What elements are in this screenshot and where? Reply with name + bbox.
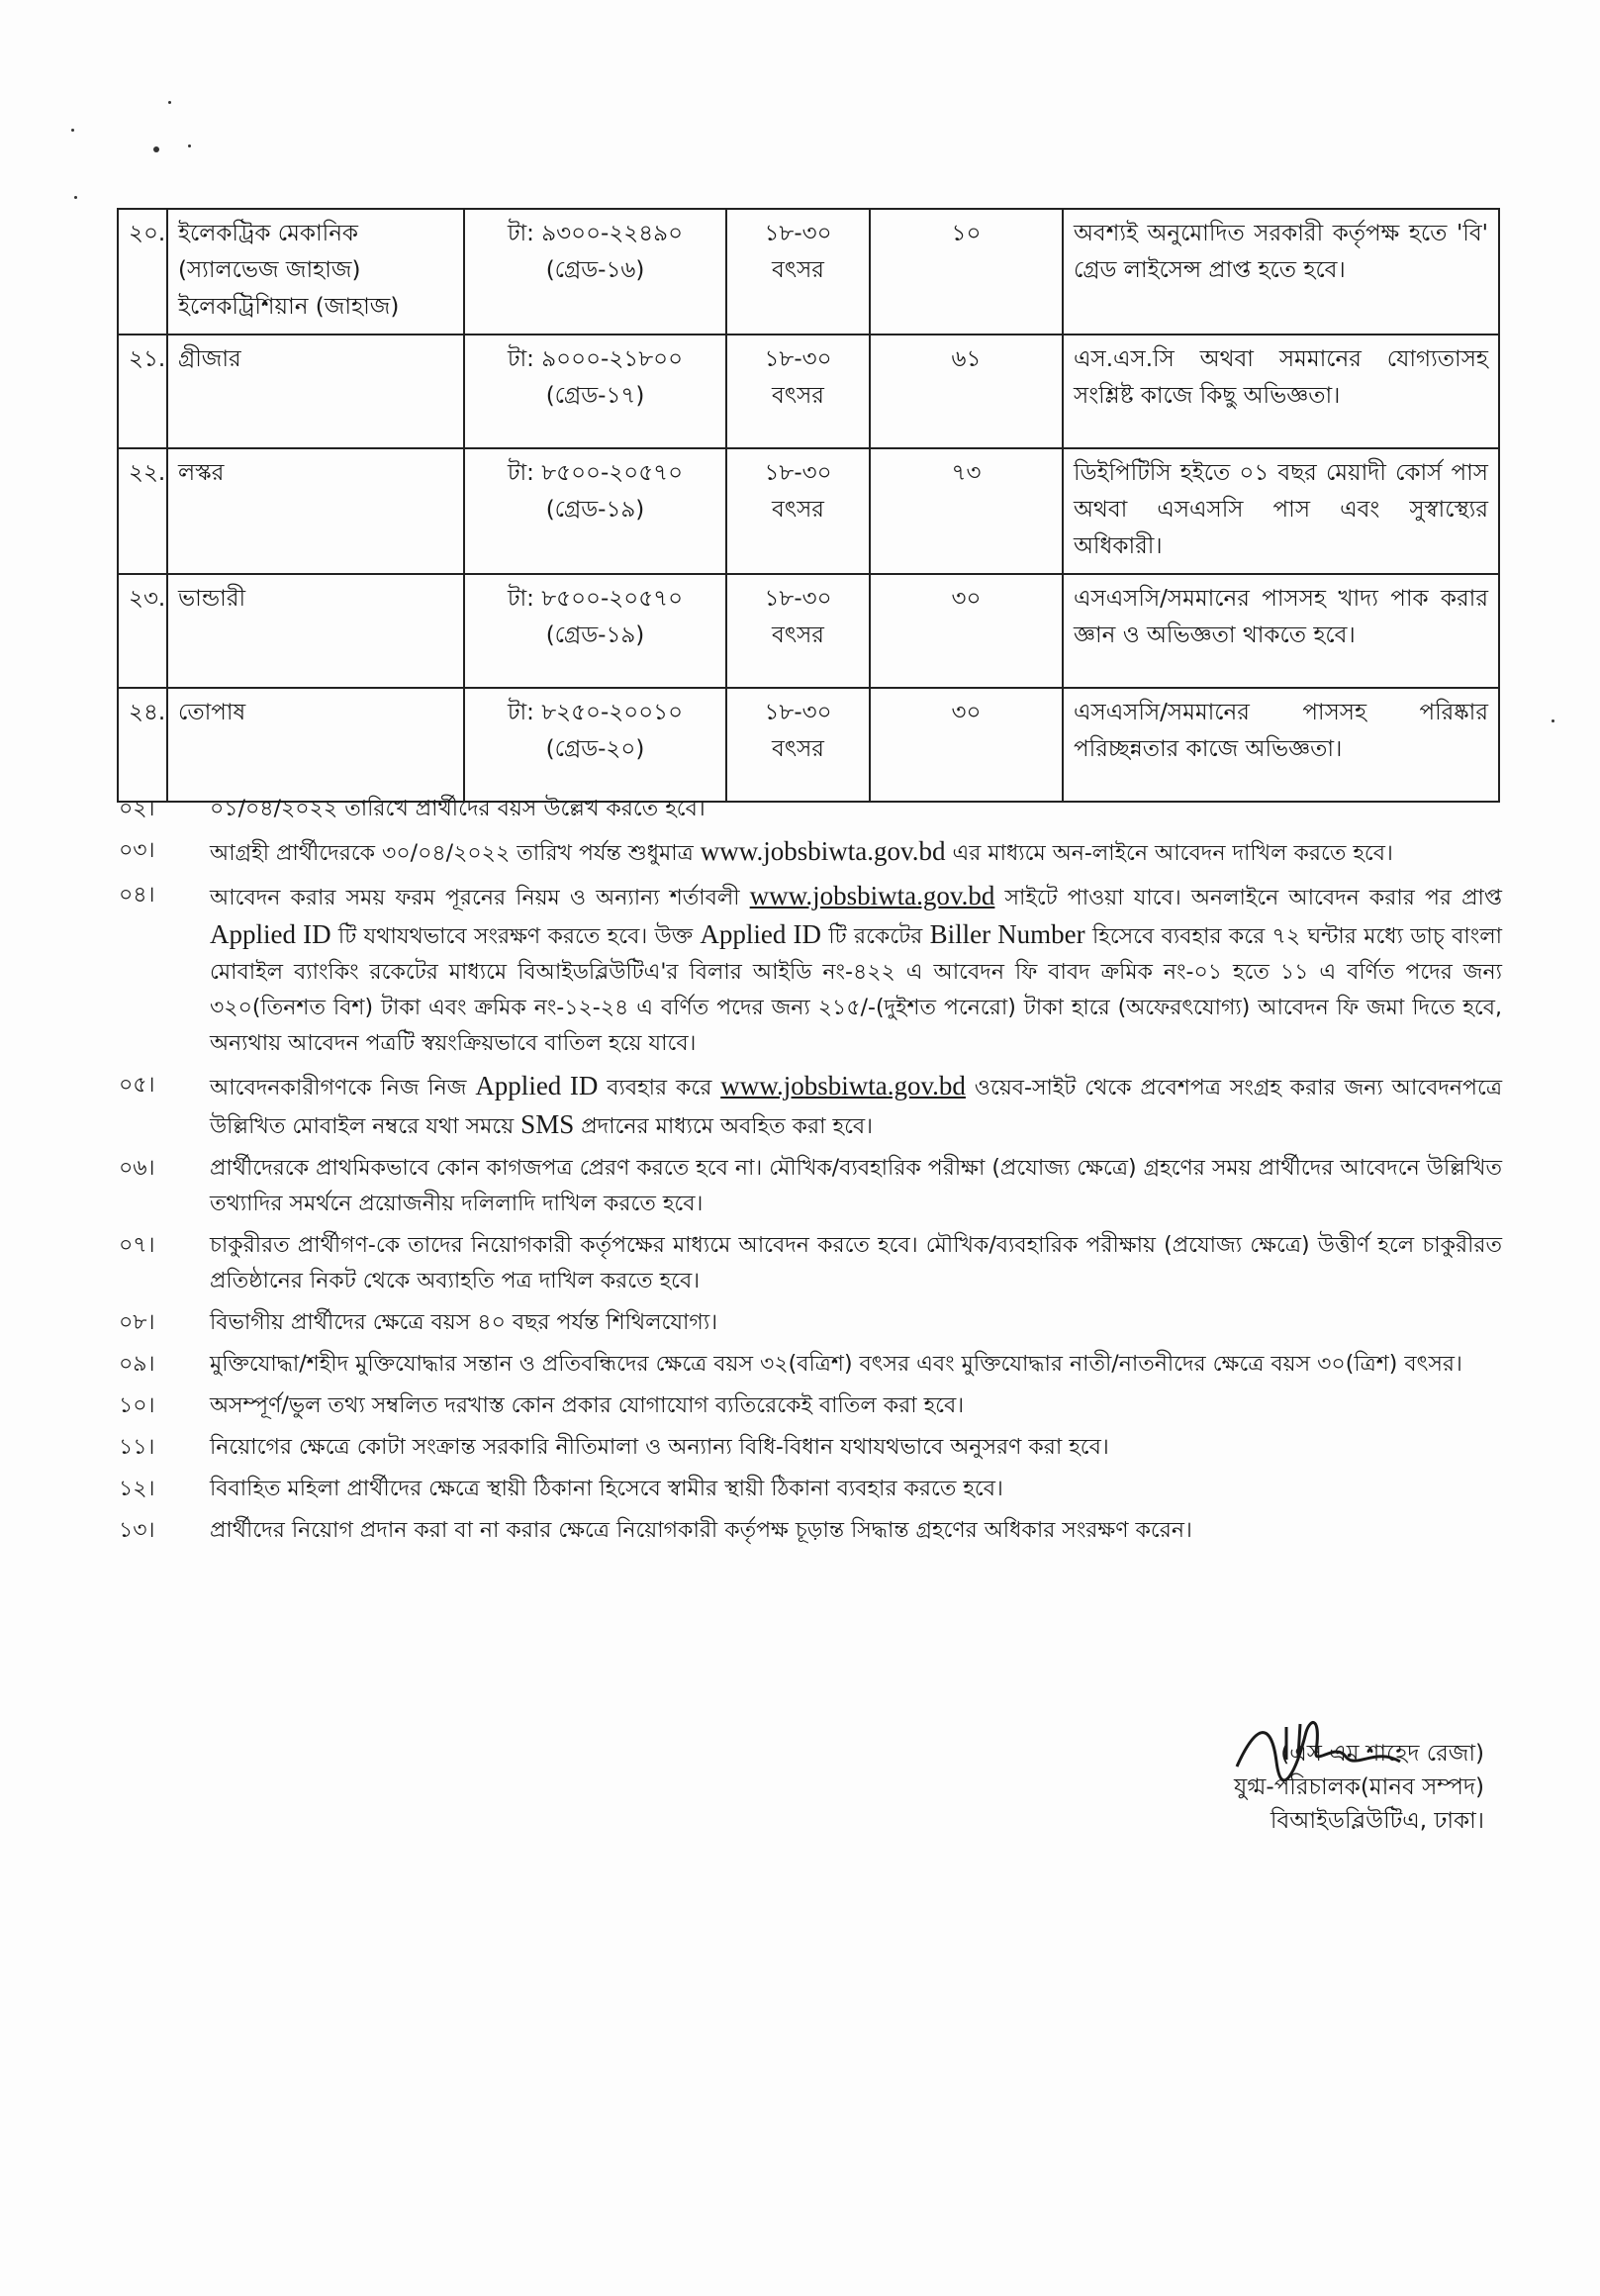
age-limit-cell: [726, 448, 870, 574]
name-line: লস্কর: [178, 460, 225, 486]
pay-line: (গ্রেড-২০): [545, 736, 645, 762]
note-item: [117, 1472, 1502, 1507]
note-item: [117, 1513, 1502, 1549]
table-row: [118, 574, 1499, 688]
note-text: নিয়োগের ক্ষেত্রে কোটা সংক্রান্ত সরকারি নীতিমালা ও অন্যান্য বিধি-বিধান যথাযথভাবে অনুসরণ করা হবে।: [210, 1435, 1109, 1460]
scan-speck: [168, 101, 171, 104]
note-item: [117, 792, 1502, 827]
note-text: বিভাগীয় প্রার্থীদের ক্ষেত্রে বয়স ৪০ বছর পর্যন্ত শিথিলযোগ্য।: [210, 1310, 718, 1335]
age-line: বৎসর: [772, 257, 824, 283]
age-limit-cell: [726, 688, 870, 802]
note-text: প্রার্থীদেরকে প্রাথমিকভাবে কোন কাগজপত্র প্রেরণ করতে হবে না। মৌখিক/ব্যবহারিক পরীক্ষা (প্রযোজ্য ক্ষেত্রে) গ্রহণের সময় প্রার্থীদের আবেদনে উল্লিখিত তথ্যাদির সমর্থনে প্রয়োজনীয় দলিলাদি দাখিল করতে হবে।: [210, 1156, 1503, 1216]
post-count-cell: ৭৩: [870, 448, 1063, 574]
signatory-name: (এস এম শাহেদ রেজা): [1280, 1741, 1484, 1767]
table-row: [118, 688, 1499, 802]
scan-speck: [153, 146, 159, 152]
website-link[interactable]: www.jobsbiwta.gov.bd: [749, 881, 995, 910]
requirement-cell: এস.এস.সি অথবা সমমানের যোগ্যতাসহ সংশ্লিষ্ট কাজে কিছু অভিজ্ঞতা।: [1063, 335, 1499, 448]
table-row: [118, 335, 1499, 448]
note-number: ০৫।: [119, 1073, 155, 1098]
name-line: ইলেকট্রিক মেকানিক: [178, 221, 359, 246]
age-line: ১৮-৩০: [764, 346, 832, 372]
pay-scale-cell: [464, 448, 726, 574]
scan-speck: [71, 129, 74, 132]
serial-cell: ২০.: [118, 209, 167, 335]
note-text: [210, 833, 1502, 872]
website-link[interactable]: www.jobsbiwta.gov.bd: [700, 836, 946, 866]
signatory-designation: যুগ্ম-পরিচালক(মানব সম্পদ): [1234, 1774, 1484, 1800]
name-line: ভান্ডারী: [178, 586, 246, 612]
note-text: [210, 1068, 1502, 1145]
note-number: ০৯।: [119, 1352, 155, 1377]
note-text: অসম্পূর্ণ/ভুল তথ্য সম্বলিত দরখাস্ত কোন প্রকার যোগাযোগ ব্যতিরেকেই বাতিল করা হবে।: [210, 1393, 965, 1418]
note-text: [210, 878, 1502, 1062]
note-number: ০৬।: [119, 1156, 155, 1181]
note-text-part: এর মাধ্যমে অন-লাইনে আবেদন দাখিল করতে হবে।: [945, 841, 1393, 866]
post-name-cell: [167, 335, 464, 448]
name-line: গ্রীজার: [178, 346, 241, 372]
note-item: [117, 1228, 1502, 1299]
note-number: ১২।: [119, 1477, 155, 1501]
age-line: বৎসর: [772, 736, 824, 762]
note-text-part: টি রকেটের: [821, 924, 930, 949]
note-number: ১০।: [119, 1393, 155, 1418]
notes-list: [117, 792, 1502, 1555]
pay-line: (গ্রেড-১৯): [545, 622, 645, 648]
post-table: [117, 208, 1500, 803]
scan-speck: [188, 144, 191, 147]
requirement-cell: এসএসসি/সমমানের পাসসহ পরিষ্কার পরিচ্ছন্নতার কাজে অভিজ্ঞতা।: [1063, 688, 1499, 802]
post-name-cell: [167, 448, 464, 574]
note-number: ০৭।: [119, 1233, 155, 1258]
signatory-office: বিআইডব্লিউটিএ, ঢাকা।: [1270, 1808, 1484, 1834]
note-text-part: সাইটে পাওয়া যাবে। অনলাইনে আবেদন করার পর প্রাপ্ত: [994, 886, 1502, 910]
signature-block: [1148, 1737, 1484, 1838]
post-name-cell: [167, 688, 464, 802]
note-text-part: ব্যবহার করে: [598, 1076, 721, 1100]
note-text-part: ওয়েব-সাইট থেকে প্রবেশপত্র সংগ্রহ করার জন্য আবেদনপত্রে উল্লিখিত মোবাইল নম্বরে যথা সময়ে: [210, 1076, 1502, 1139]
note-number: ০৮।: [119, 1310, 155, 1335]
pay-scale-cell: [464, 335, 726, 448]
table-row: [118, 448, 1499, 574]
note-text-part: হিসেবে ব্যবহার করে ৭২ ঘন্টার মধ্যে ডাচ্ বাংলা মোবাইল ব্যাংকিং রকেটের মাধ্যমে বিআইডব্লিউটিএ'র বিলার আইডি নং-৪২২ এ আবেদন ফি বাবদ ক্রমিক নং-০১ হতে ১১ এ বর্ণিত পদের জন্য ৩২০(তিনশত বিশ) টাকা এবং ক্রমিক নং-১২-২৪ এ বর্ণিত পদের জন্য ২১৫/-(দুইশত পনেরো) টাকা হারে (অফেরৎযোগ্য) আবেদন ফি জমা দিতে হবে, অন্যথায় আবেদন পত্রটি স্বয়ংক্রিয়ভাবে বাতিল হয়ে যাবে।: [210, 924, 1502, 1056]
post-name-cell: [167, 209, 464, 335]
age-line: ১৮-৩০: [764, 460, 832, 486]
serial-cell: ২১.: [118, 335, 167, 448]
pay-line: টা: ৯০০০-২১৮০০: [507, 346, 684, 372]
note-text-part: প্রদানের মাধ্যমে অবহিত করা হবে।: [574, 1114, 874, 1139]
applied-id-term: Applied ID: [700, 919, 821, 949]
age-limit-cell: [726, 574, 870, 688]
note-text: প্রার্থীদের নিয়োগ প্রদান করা বা না করার ক্ষেত্রে নিয়োগকারী কর্তৃপক্ষ চূড়ান্ত সিদ্ধান্ত গ্রহণের অধিকার সংরক্ষণ করেন।: [210, 1518, 1192, 1543]
note-text: ০১/০৪/২০২২ তারিখে প্রার্থীদের বয়স উল্লেখ করতে হবে।: [210, 797, 706, 821]
scan-speck: [1552, 719, 1554, 722]
serial-cell: ২৩.: [118, 574, 167, 688]
age-line: বৎসর: [772, 497, 824, 523]
note-item: [117, 1347, 1502, 1383]
serial-cell: ২৪.: [118, 688, 167, 802]
note-item: [117, 878, 1502, 1062]
pay-line: টা: ৮৫০০-২০৫৭০: [507, 586, 684, 612]
website-link[interactable]: www.jobsbiwta.gov.bd: [720, 1071, 966, 1100]
name-line: (স্যালভেজ জাহাজ): [178, 257, 361, 283]
note-text-part: আগ্রহী প্রার্থীদেরকে ৩০/০৪/২০২২ তারিখ পর্যন্ত শুধুমাত্র: [210, 841, 701, 866]
pay-line: (গ্রেড-১৯): [545, 497, 645, 523]
note-number: ০৪।: [119, 883, 155, 908]
note-number: ০২।: [119, 797, 155, 821]
note-text: মুক্তিযোদ্ধা/শহীদ মুক্তিযোদ্ধার সন্তান ও প্রতিবন্ধিদের ক্ষেত্রে বয়স ৩২(বত্রিশ) বৎসর এবং মুক্তিযোদ্ধার নাতী/নাতনীদের ক্ষেত্রে বয়স ৩০(ত্রিশ) বৎসর।: [210, 1352, 1462, 1377]
requirement-cell: ডিইপিটিসি হইতে ০১ বছর মেয়াদী কোর্স পাস অথবা এসএসসি পাস এবং সুস্বাস্থ্যের অধিকারী।: [1063, 448, 1499, 574]
note-text-part: আবেদনকারীগণকে নিজ নিজ: [210, 1076, 476, 1100]
pay-line: টা: ৮২৫০-২০০১০: [507, 700, 684, 725]
note-item: [117, 1151, 1502, 1222]
note-item: [117, 833, 1502, 872]
requirement-cell: অবশ্যই অনুমোদিত সরকারী কর্তৃপক্ষ হতে 'বি' গ্রেড লাইসেন্স প্রাপ্ত হতে হবে।: [1063, 209, 1499, 335]
note-item: [117, 1430, 1502, 1466]
age-line: বৎসর: [772, 622, 824, 648]
applied-id-term: Applied ID: [475, 1071, 599, 1100]
age-limit-cell: [726, 335, 870, 448]
age-limit-cell: [726, 209, 870, 335]
pay-scale-cell: [464, 209, 726, 335]
serial-cell: ২২.: [118, 448, 167, 574]
post-count-cell: ৩০: [870, 688, 1063, 802]
table-row: [118, 209, 1499, 335]
note-item: [117, 1068, 1502, 1145]
requirement-cell: এসএসসি/সমমানের পাসসহ খাদ্য পাক করার জ্ঞান ও অভিজ্ঞতা থাকতে হবে।: [1063, 574, 1499, 688]
note-number: ১৩।: [119, 1518, 155, 1543]
pay-line: টা: ৮৫০০-২০৫৭০: [507, 460, 684, 486]
note-text: বিবাহিত মহিলা প্রার্থীদের ক্ষেত্রে স্থায়ী ঠিকানা হিসেবে স্বামীর স্থায়ী ঠিকানা ব্যবহার করতে হবে।: [210, 1477, 1003, 1501]
pay-scale-cell: [464, 688, 726, 802]
note-number: ০৩।: [119, 838, 155, 863]
note-text: চাকুরীরত প্রার্থীগণ-কে তাদের নিয়োগকারী কর্তৃপক্ষের মাধ্যমে আবেদন করতে হবে। মৌখিক/ব্যবহারিক পরীক্ষায় (প্রযোজ্য ক্ষেত্রে) উত্তীর্ণ হলে চাকুরীরত প্রতিষ্ঠানের নিকট থেকে অব্যাহতি পত্র দাখিল করতে হবে।: [210, 1233, 1502, 1293]
pay-line: টা: ৯৩০০-২২৪৯০: [507, 221, 684, 246]
sms-term: SMS: [520, 1109, 575, 1139]
pay-scale-cell: [464, 574, 726, 688]
age-line: ১৮-৩০: [764, 700, 832, 725]
pay-line: (গ্রেড-১৭): [545, 383, 645, 409]
note-number: ১১।: [119, 1435, 155, 1460]
name-line: তোপাষ: [178, 700, 246, 725]
note-text-part: টি যথাযথভাবে সংরক্ষণ করতে হবে। উক্ত: [330, 924, 701, 949]
post-name-cell: [167, 574, 464, 688]
post-count-cell: ৬১: [870, 335, 1063, 448]
post-table-body: [118, 209, 1499, 802]
applied-id-term: Applied ID: [210, 919, 331, 949]
scan-speck: [74, 196, 77, 199]
note-item: [117, 1388, 1502, 1424]
post-count-cell: ১০: [870, 209, 1063, 335]
note-text-part: আবেদন করার সময় ফরম পূরনের নিয়ম ও অন্যান্য শর্তাবলী: [210, 886, 750, 910]
pay-line: (গ্রেড-১৬): [545, 257, 645, 283]
biller-number-term: Biller Number: [929, 919, 1085, 949]
name-line: ইলেকট্রিশিয়ান (জাহাজ): [178, 294, 400, 320]
post-count-cell: ৩০: [870, 574, 1063, 688]
age-line: ১৮-৩০: [764, 586, 832, 612]
age-line: ১৮-৩০: [764, 221, 832, 246]
note-item: [117, 1305, 1502, 1341]
age-line: বৎসর: [772, 383, 824, 409]
